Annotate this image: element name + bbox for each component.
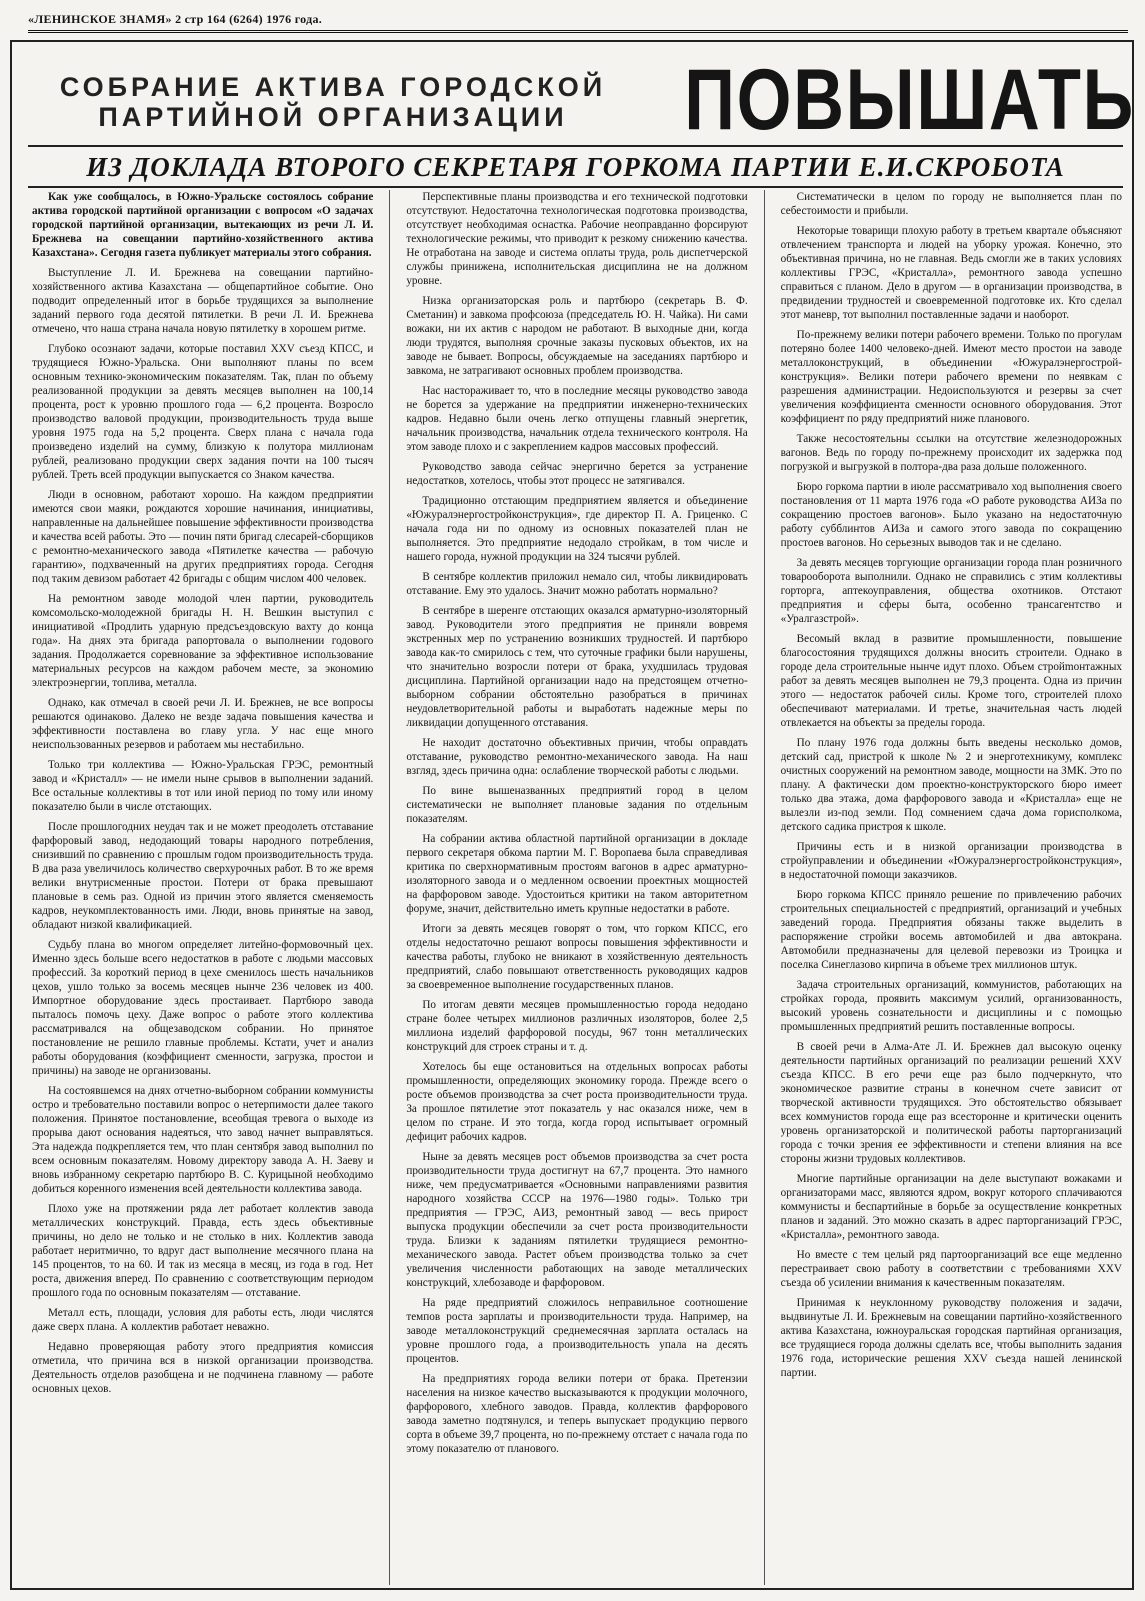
paragraph: Выступление Л. И. Брежнева на совещании партийно-хозяйственного актива Казахстана — общепартийное событие. Оно подводит определенный итог в борьбе трудящихся за выполнение заданий первого года десятой пятилетки. В речи Л. И. Брежнева отмечено, что наша страна начала новую пятилетку в хорошем ритме. <box>32 267 374 335</box>
paragraph: По вине вышеназванных предприятий город в целом систематически не выполняет плановые задания по отдельным показателям. <box>406 785 748 825</box>
paragraph: Бюро горкома КПСС приняло решение по привлечению рабочих строительных специальностей с предприятий, организаций и учебных заведений города. Предприятия обязаны также выделить в распоряжение стройки восемь автомобилей и два автокрана. Автомобили предназначены для целевой перевозки из Троицка и поселка Синеглазово кирпича в объеме трех миллионов штук. <box>780 889 1123 971</box>
paragraph: На ремонтном заводе молодой член партии, руководитель комсомольско-молодежной бригады Н. Н. Вешкин выступил с инициативой «Продлить ударную предсъездовскую вахту до конца года». На днях эта бригада рапортовала о выполнении годового задания. Продолжается соревнование за эффективное использование материальных ресурсов на каждом рабочем месте, за экономию электроэнергии, топлива, металла. <box>32 593 374 689</box>
paragraph: На предприятиях города велики потери от брака. Претензии населения на низкое качество высказываются к продукции молочного, фарфорового, хлебного заводов. Правда, коллектив фарфорового завода заметно подтянулся, и теперь выпускает продукцию первого сорта в объеме 39,7 процента, но по-прежнему отстает с начала года по этому показателю от планового. <box>406 1373 748 1455</box>
paragraph: Недавно проверяющая работу этого предприятия комиссия отметила, что причина вся в низкой организации производства. Деятельность отделов разобщена и не подчинена главному — работе основных цехов. <box>32 1341 374 1395</box>
subheadline: ИЗ ДОКЛАДА ВТОРОГО СЕКРЕТАРЯ ГОРКОМА ПАРТИИ Е.И.СКРОБОТА <box>28 145 1123 188</box>
paragraph: Металл есть, площади, условия для работы есть, люди числятся даже сверх плана. А коллектив работает неважно. <box>32 1307 374 1333</box>
paragraph: Судьбу плана во многом определяет литейно-формовочный цех. Именно здесь больше всего недостатков в работе с людьми массовых профессий. За короткий период в цехе сменилось шесть начальников цехов, ушло только за восемь месяцев нынче 236 человек из 400. Импортное оборудование здесь простаивает. Партбюро завода пыталось помочь цеху. Даже вопрос о работе этого коллектива рассматривался на общезаводском собрании. Но принятое постановление не решило главные проблемы. Кстати, учет и анализ работы оборудования (коэффициент сменности, загрузка, простои и причины) на заводе не организованы. <box>32 939 374 1077</box>
paragraph: В своей речи в Алма-Ате Л. И. Брежнев дал высокую оценку деятельности партийных организаций по реализации решений XXV съезда КПСС. В его речи еще раз было подчеркнуто, что экономическое развитие страны в конечном счете зависит от творческой активности трудящихся. Это обстоятельство обязывает всех коммунистов города еще раз всесторонне и критически оценить уровень организаторской и политической работы парторганизаций города с точки зрения ее эффективности и степени влияния на все стороны жизни трудовых коллективов. <box>780 1041 1123 1165</box>
column-1 <box>32 190 373 1585</box>
paragraph: Ныне за девять месяцев рост объемов производства за счет роста производительности труда достигнут на 67,7 процента. Это намного ниже, чем предусматривается «Основными направлениями развития народного хозяйства СССР на 1976—1980 годы». Только три предприятия — ГРЭС, АИЗ, ремонтный завод — весь прирост выпуска продукции обеспечили за счет роста производительности труда. Близки к заданиям пятилетки трудящиеся ремонтно-механического завода. Растет объем производства только за счет увеличения численности работающих на заводе металлических конструкций, хлебозаводе и фарфоровом. <box>406 1151 748 1289</box>
paragraph: Также несостоятельны ссылки на отсутствие железнодорожных вагонов. Ведь по городу по-прежнему происходит их задержка под погрузкой и выгрузкой в полтора-два раза дольше положенного. <box>780 433 1123 473</box>
paragraph: Хотелось бы еще остановиться на отдельных вопросах работы промышленности, определяющих экономику города. Прежде всего о росте объемов производства за счет роста производительности труда. За прошлое пятилетие этот показатель у нас оказался ниже, чем в целом по стране. И это тогда, когда город испытывает огромный дефицит рабочих кадров. <box>406 1061 748 1143</box>
column-3 <box>781 190 1122 1585</box>
paragraph: Руководство завода сейчас энергично берется за устранение недостатков, хотелось, чтобы этот процесс не затягивался. <box>406 461 748 487</box>
paragraph: Задача строительных организаций, коммунистов, работающих на стройках города, проявить максимум усилий, организованность, высокий уровень сознательности и дисциплины и с помощью промышленных предприятий решить поставленные вопросы. <box>780 979 1123 1033</box>
paragraph: Нас настораживает то, что в последние месяцы руководство завода не борется за удержание на предприятии инженерно-технических кадров. Недавно были очень легко отпущены главный энергетик, начальник производства, начальник отдела технического контроля. На этом заводе плохо и с закреплением кадров массовых профессий. <box>406 385 748 453</box>
paragraph: Низка организаторская роль и партбюро (секретарь В. Ф. Сметанин) и завкома профсоюза (председатель Ю. Н. Чайка). Ни сами вожаки, ни их актив с народом не работают. В выходные дни, когда люди трудятся, выполняя срочные заказы пусковых объектов, их на заводе не бывает. Вопросы, обсуждаемые на заседаниях партбюро и завкома, не затрагивают основных проблем производства. <box>406 295 748 377</box>
paragraph: Некоторые товарищи плохую работу в третьем квартале объясняют отвлечением транспорта и людей на уборку урожая. Конечно, это объективная причина, но не главная. Ведь смогли же в таких условиях коллективы ГРЭС, «Кристалла», ремонтного завода успешно справиться с планом. Дело в другом — в организации производства, в предвидении трудностей и своевременной подготовке их. Кто сделал этот маневр, тот выполнил поставленные задачи и наоборот. <box>780 225 1123 321</box>
masthead: «ЛЕНИНСКОЕ ЗНАМЯ» 2 стр 164 (6264) 1976 года. <box>28 12 1128 33</box>
paragraph: Перспективные планы производства и его технической подготовки отсутствуют. Недостаточна технологическая подготовка производства, отсутствует необходимая оснастка. Рабочие неоправданно форсируют технологические режимы, что приводит к резкому снижению качества. Не отработана на заводе и система оплаты труда, роль диспетчерской службы принижена, исполнительская дисциплина не на должном уровне. <box>406 191 748 287</box>
paragraph: Весомый вклад в развитие промышленности, повышение благосостояния трудящихся должны вносить строители. Однако в городе дела строительные нынче идут плохо. Объем стройmонтажных работ за девять месяцев выполнен не 79,3 процента. Одна из причин этого — недостаток рабочей силы. Кроме того, строителей плохо обеспечивают материалами. И третье, значительная часть людей отвлекается на объекты за пределы города. <box>780 633 1123 729</box>
paragraph: На состоявшемся на днях отчетно-выборном собрании коммунисты остро и требовательно поставили вопрос о нетерпимости далее такого положения. Принятое постановление, всеобщая тревога о выходе из прорыва дают основания надеяться, что завод начнет выправляться. Эта надежда подкрепляется тем, что план сентября завод выполнил по всем основным показателям. Новому директору завода А. Н. Заеву и вновь избранному секретарю партбюро В. С. Курицыной необходимо добиться коренного изменения всей деятельности коллектива завода. <box>32 1085 374 1195</box>
paragraph: Многие партийные организации на деле выступают вожаками и организаторами масс, являются ядром, вокруг которого сплачиваются коммунисты и беспартийные в борьбе за осуществление конкретных планов и заданий. Это можно сказать в адрес парторганизаций ГРЭС, «Кристалла», ремонтного завода. <box>780 1173 1123 1241</box>
paragraph: На собрании актива областной партийной организации в докладе первого секретаря обкома партии М. Г. Воропаева была справедливая критика по сверхнормативным простоям вагонов в адрес арматурно-изоляторного завода и о медленном освоении проектных мощностей на фарфоровом заводе. Удостоиться критики на таком авторитетном форуме, значит, действительно иметь крупные недостатки в работе. <box>406 833 748 915</box>
paragraph: По-прежнему велики потери рабочего времени. Только по прогулам потеряно более 1400 человеко-дней. Имеют место простои на заводе металлоконструкций, в объединении «Южуралэнергострой-конструкция». Велики потери рабочего времени по неявкам с разрешения администрации. Недоиспользуются и резервы за счет увеличения коэффициента сменности основного оборудования. Этот коэффициент по ряду предприятий ниже планового. <box>780 329 1123 425</box>
paragraph: После прошлогодних неудач так и не может преодолеть отставание фарфоровый завод, недодающий товары народного потребления, снизивший по сравнению с прошлым годом производительность труда. В два раза увеличилось количество сверхурочных работ. В то же время велики внутрисменные простои. Потери от брака превышают плановые в семь раз. Одной из причин этого является сменяемость кадров, неукомплектованность ими. Люди, вновь принятые на завод, обладают низкой квалификацией. <box>32 821 374 931</box>
paragraph: Традиционно отстающим предприятием является и объединение «Южуралэнергостройконструкция», где директор П. А. Гриценко. С начала года ни по одному из основных показателей план не выполняется. Это предприятие недодало стройкам, в том числе и нашего города, нужной продукции на 324 тысячи рублей. <box>406 495 748 563</box>
paragraph: Однако, как отмечал в своей речи Л. И. Брежнев, не все вопросы решаются одинаково. Далеко не везде задача повышения качества и эффективности поставлена во главу угла. У нас еще много неиспользованных резервов и работаем мы нестабильно. <box>32 697 374 751</box>
paragraph: Итоги за девять месяцев говорят о том, что горком КПСС, его отделы недостаточно решают вопросы повышения эффективности и качества работы, глубоко не вникают в хозяйственную деятельность предприятий, слабо повышают ответственность руководящих кадров за своевременное выполнение государственных планов. <box>406 923 748 991</box>
article-columns <box>32 190 1122 1585</box>
column-divider <box>764 190 765 1585</box>
column-divider <box>389 190 390 1585</box>
header-left-line1: СОБРАНИЕ АКТИВА ГОРОДСКОЙ <box>59 72 607 102</box>
paragraph: Глубоко осознают задачи, которые поставил XXV съезд КПСС, и трудящиеся Южно-Уральска. Они выполняют планы по всем основным технико-экономическим показателям. Так, план по объему реализованной продукции за девять месяцев выполнен на 100,14 процента, рост к уровню прошлого года — 6,2 процента. Возросло производство валовой продукции, производительность труда выше уровня 1975 года на 5,2 процента. Сверх плана с начала года произведено изделий на сумму, близкую к полутора миллионам рублей, реализовано продукции сверх задания почти на 100 тысяч рублей. Треть всей продукции выпускается со Знаком качества. <box>32 343 374 481</box>
paragraph: Систематически в целом по городу не выполняется план по себестоимости и прибыли. <box>780 191 1123 217</box>
paragraph: Бюро горкома партии в июле рассматривало ход выполнения своего постановления от 11 марта 1976 года «О работе руководства АИЗа по сокращению простоев вагонов». Было указано на недостаточную работу субблинтов АИЗа и самого этого завода по сокращению простоев вагонов. Но серьезных выводов так и не сделано. <box>780 481 1123 549</box>
paragraph: Только три коллектива — Южно-Уральская ГРЭС, ремонтный завод и «Кристалл» — не имели ныне срывов в выполнении заданий. Все остальные коллективы в тот или иной период по тому или иному показателю были в числе отстающих. <box>32 759 374 813</box>
paragraph: По итогам девяти месяцев промышленностью города недодано стране более четырех миллионов различных изоляторов, более 2,5 миллиона изделий фарфоровой посуды, 967 тонн металлических конструкций для строек страны и т. д. <box>406 999 748 1053</box>
paragraph: Принимая к неуклонному руководству положения и задачи, выдвинутые Л. И. Брежневым на совещании партийно-хозяйственного актива Казахстана, южноуральская городская партийная организация, все трудящиеся города должны сделать все, чтобы выполнить задания 1976 года, исторические решения XXV съезда нашей ленинской партии. <box>780 1297 1123 1379</box>
paragraph: Не находит достаточно объективных причин, чтобы оправдать отставание, руководство ремонтно-механического завода. На наш взгляд, здесь причина одна: ослабление творческой работы с людьми. <box>406 737 748 777</box>
headline: ПОВЫШАТЬ <box>684 52 1135 148</box>
paragraph: В сентябре в шеренге отстающих оказался арматурно-изоляторный завод. Руководители этого предприятия не приняли вовремя экстренных мер по устранению возникших трудностей. И партбюро завода как-то смирилось с тем, что суточные графики были нарушены, что значительно возросли потери от брака, ухудшилась трудовая дисциплина. Партийной организации надо на предстоящем отчетно-выборном собрании обстоятельно разобраться в причинах неудовлетворительной работы и выработать надежные меры по ликвидации допущенного отставания. <box>406 605 748 729</box>
paragraph: Но вместе с тем целый ряд партоорганизаций все еще медленно перестраивает свою работу в соответствии с требованиями XXV съезда об усилении внимания к качественным показателям. <box>780 1249 1123 1289</box>
paragraph: По плану 1976 года должны быть введены несколько домов, детский сад, пристрой к школе № 2 и энерготехникуму, комплекс очистных сооружений на ремонтном заводе, мощности на ЗМК. Это по плану. А фактически дом проектно-конструкторского бюро имеет только два этажа, дома фарфорового завода и «Кристалла» еще не вылезли из-под земли. Под сомнением сдача дома горисполкома, детского садика пристроя к школе. <box>780 737 1123 833</box>
paragraph: На ряде предприятий сложилось неправильное соотношение темпов роста зарплаты и производительности труда. Например, на заводе металлоконструкций среднемесячная зарплата осталась на уровне прошлого года, а производительность упала на десять процентов. <box>406 1297 748 1365</box>
paragraph: Как уже сообщалось, в Южно-Уральске состоялось собрание актива городской партийной организации с вопросом «О задачах городской партийной организации, вытекающих из речи Л. И. Брежнева на совещании партийно-хозяйственного актива Казахстана». Сегодня газета публикует материалы этого собрания. <box>32 191 374 259</box>
header-left <box>28 72 638 132</box>
paragraph: В сентябре коллектив приложил немало сил, чтобы ликвидировать отставание. Ему это удалось. Значит можно работать нормально? <box>406 571 748 597</box>
paragraph: Плохо уже на протяжении ряда лет работает коллектив завода металлических конструкций. Правда, есть здесь объективные причины, но дело не только и не столько в них. Коллектив завода работает неритмично, то вдруг даст выполнение месячного плана на 145 процентов, то на 60. И так из месяца в месяц, из года в год. Нет роста, движения вперед. По сравнению с соответствующим периодом прошлого года по основным показателям — отставание. <box>32 1203 374 1299</box>
paragraph: Люди в основном, работают хорошо. На каждом предприятии имеются свои маяки, рождаются хорошие начинания, инициативы, направленные на дальнейшее повышение эффективности производства и качества всей работы. Это — почин пяти бригад слесарей-сборщиков с ремонтно-механического завода «Пятилетке качества — рабочую гарантию», подхваченный на других предприятиях города. Сегодня под таким девизом работает 42 бригады с общим числом 400 человек. <box>32 489 374 585</box>
header-left-line2: ПАРТИЙНОЙ ОРГАНИЗАЦИИ <box>98 102 568 132</box>
paragraph: Причины есть и в низкой организации производства в стройуправлении и объединении «Южуралэнергостройконструкция», в недостаточной помощи заказчиков. <box>780 841 1123 881</box>
column-2 <box>406 190 747 1585</box>
paragraph: За девять месяцев торгующие организации города план розничного товарооборота выполнили. Однако не справились с этим коллективы горторга, аптекоуправления, общества охотников. Отстают предприятия и сферы быта, особенно трансагентство и «Уралгазстрой». <box>780 557 1123 625</box>
